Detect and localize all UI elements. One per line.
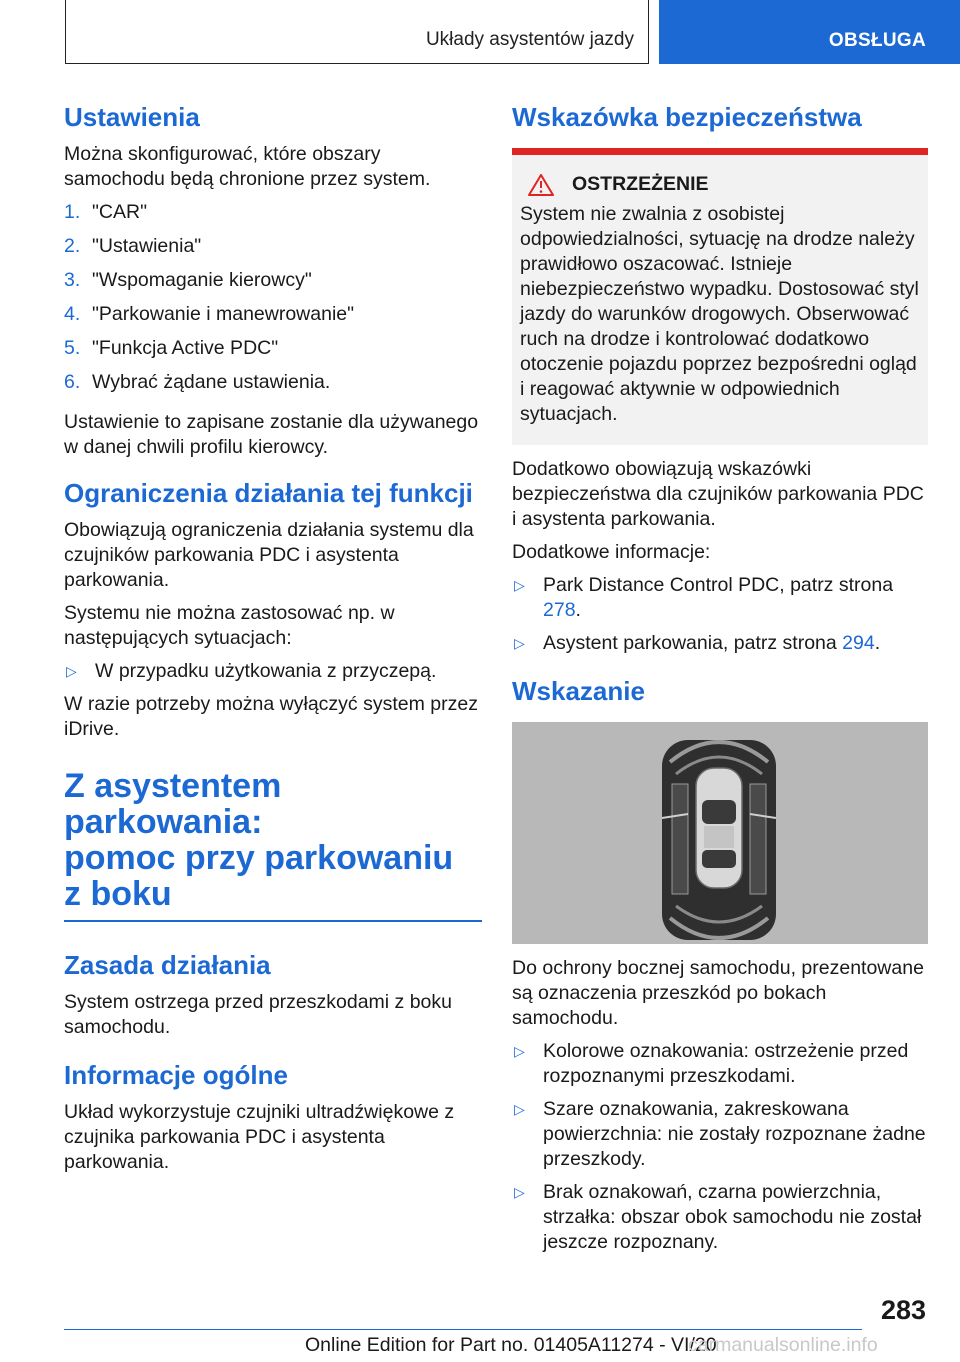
safety-refs (512, 573, 928, 656)
limits-heading: Ograniczenia działania tej funkcji (64, 478, 473, 508)
list-item: ▷ W przypadku użytkowania z przyczepą. (66, 660, 437, 682)
car-top-view-illustration (512, 722, 928, 944)
list-item: 6. Wybrać żądane ustawienia. (64, 371, 331, 393)
chapter-tab-label: OBSŁUGA (828, 30, 926, 51)
principle-text: System ostrzega przed przeszkodami z boku samochodu. (64, 990, 453, 1038)
warning-text: System nie zwalnia z osobistej odpowiedzialności, sytuację na drodze należy prawidłowo oszacować. Istnieje niebezpieczeństwo wypadku. Dostosować styl jazdy do warunków drogowych. Obserwować ruch na drodze i kontrolować dodatkowo otoczenie pojazdu poprzez bezpośredni ogląd i reagować aktywnie w odpowiednich sytuacjach. (520, 203, 919, 425)
general-text: Układ wykorzystuje czujniki ultradźwiękowe z czujnika parkowania PDC i asystenta parkowania. (64, 1100, 455, 1173)
page-link-278[interactable]: 278 (543, 599, 576, 621)
list-item: ▷ Park Distance Control PDC, patrz strona 278. (514, 574, 894, 621)
principle-heading: Zasada działania (64, 949, 271, 980)
footer-divider (64, 1329, 862, 1330)
list-item: 3. "Wspomaganie kierowcy" (64, 269, 312, 291)
safety-heading: Wskazówka bezpieczeństwa (512, 102, 862, 132)
list-item: 2. "Ustawienia" (64, 235, 202, 257)
triangle-bullet-icon: ▷ (66, 663, 77, 679)
limits-p2: Systemu nie można zastosować np. w następujących sytuacjach: (64, 602, 395, 649)
settings-outro: Ustawienie to zapisane zostanie dla używanego w danej chwili profilu kierowcy. (64, 411, 479, 458)
triangle-bullet-icon: ▷ (514, 1184, 525, 1200)
settings-intro: Można skonfigurować, które obszary samochodu będą chronione przez system. (64, 143, 431, 190)
triangle-bullet-icon: ▷ (514, 635, 525, 651)
general-heading: Informacje ogólne (64, 1059, 288, 1090)
warning-triangle-icon (528, 174, 554, 196)
page-header (0, 0, 960, 66)
side-protection-figure (512, 722, 928, 944)
list-item: 4. "Parkowanie i manewrowanie" (64, 303, 355, 325)
section-title: Układy asystentów jazdy (425, 29, 634, 50)
triangle-bullet-icon: ▷ (514, 577, 525, 593)
warning-box (512, 148, 928, 445)
list-item: ▷ Kolorowe oznakowania: ostrzeżenie przed rozpoznanymi przeszkodami. (514, 1040, 909, 1087)
settings-steps (64, 200, 482, 404)
list-item: 1. "CAR" (64, 201, 148, 223)
footer-edition: Online Edition for Part no. 01405A11274 - VI/20 (305, 1334, 717, 1356)
display-bullets (512, 1039, 928, 1255)
triangle-bullet-icon: ▷ (514, 1043, 525, 1059)
page-link-294[interactable]: 294 (842, 632, 875, 654)
list-item: ▷ Brak oznakowań, czarna powierzchnia, strzałka: obszar obok samochodu nie został jeszcze rozpoznany. (514, 1181, 922, 1253)
safety-p1: Dodatkowo obowiązują wskazówki bezpieczeństwa dla czujników parkowania PDC i asystenta parkowania. (512, 458, 924, 530)
list-item: ▷ Szare oznakowania, zakreskowana powierzchnia: nie zostały rozpoznane żadne przeszkody. (514, 1098, 926, 1170)
triangle-bullet-icon: ▷ (514, 1101, 525, 1117)
chapter-divider (64, 920, 482, 922)
list-item: ▷ Asystent parkowania, patrz strona 294. (514, 632, 881, 654)
left-column (64, 100, 482, 1183)
limits-p1: Obowiązują ograniczenia działania systemu dla czujników parkowania PDC i asystenta parkowania. (64, 519, 474, 591)
page-number: 283 (880, 1295, 926, 1325)
chapter-heading: Z asystentem parkowania: pomoc przy parkowaniu z boku (64, 767, 454, 913)
footer-watermark: carmanualsonline.info (688, 1334, 878, 1356)
header-section-box (65, 0, 649, 64)
chapter-tab[interactable] (659, 0, 960, 64)
right-column (512, 100, 928, 1263)
display-heading: Wskazanie (512, 676, 645, 706)
warning-title: OSTRZEŻENIE (520, 173, 922, 196)
limits-bullets (64, 659, 482, 684)
settings-heading: Ustawienia (64, 102, 200, 132)
safety-p2: Dodatkowe informacje: (512, 541, 711, 563)
limits-p3: W razie potrzeby można wyłączyć system przez iDrive. (64, 693, 478, 740)
list-item: 5. "Funkcja Active PDC" (64, 337, 279, 359)
display-caption: Do ochrony bocznej samochodu, prezentowane są oznaczenia przeszkód po bokach samochodu. (512, 957, 924, 1029)
